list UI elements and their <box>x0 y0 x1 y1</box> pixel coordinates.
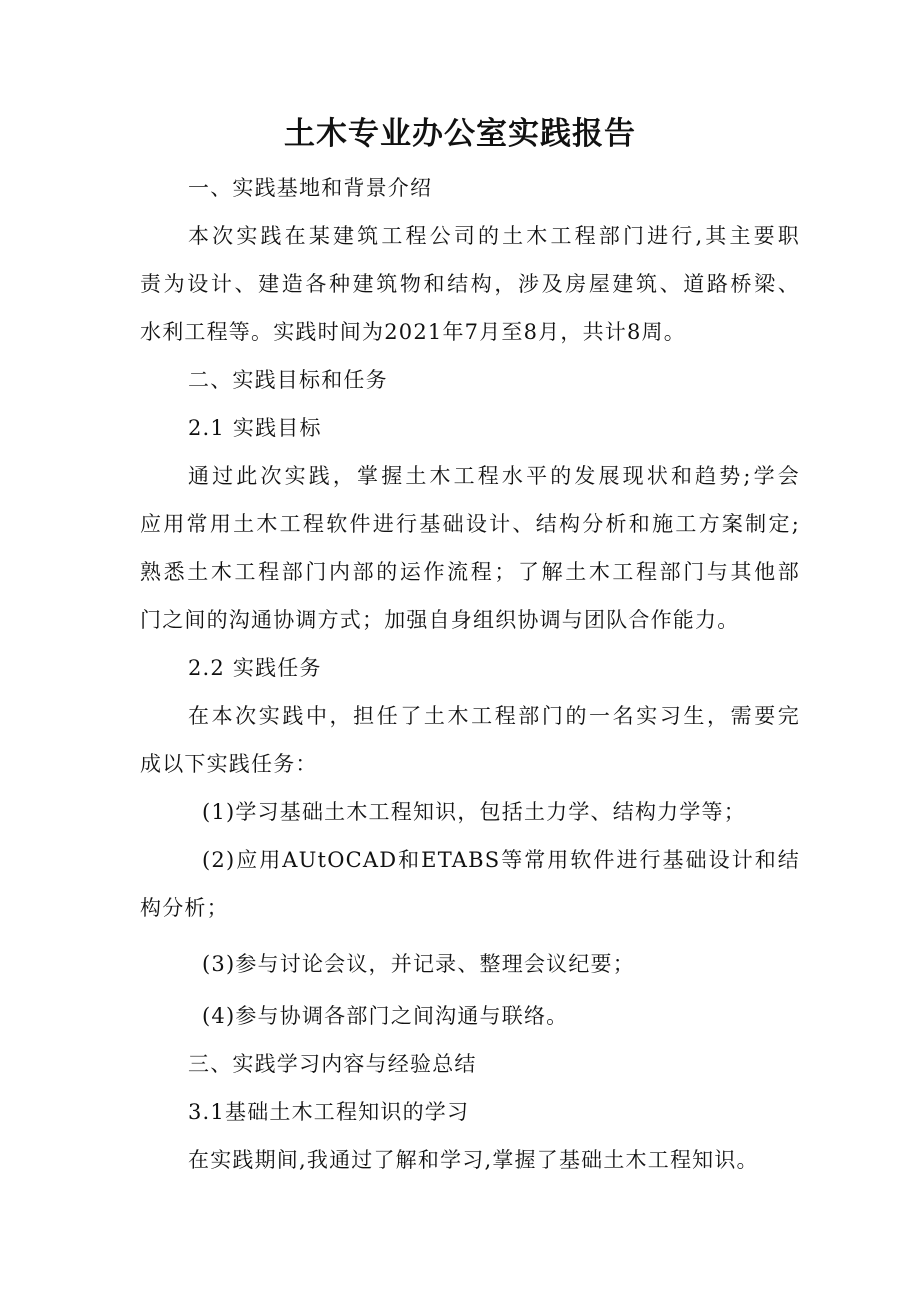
paragraph-line: 门之间的沟通协调方式；加强自身组织协调与团队合作能力。 <box>140 608 740 632</box>
paragraph-line: 熟悉土木工程部门内部的运作流程；了解土木工程部门与其他部 <box>140 560 800 584</box>
paragraph-line: 应用常用土木工程软件进行基础设计、结构分析和施工方案制定; <box>140 512 800 536</box>
task-item: (2)应用AUtOCAD和ETABS等常用软件进行基础设计和结 <box>202 848 800 872</box>
paragraph-line: 责为设计、建造各种建筑物和结构，涉及房屋建筑、道路桥梁、 <box>140 272 800 296</box>
subsection-heading-3-1: 3.1基础土木工程知识的学习 <box>188 1100 470 1124</box>
document-title: 土木专业办公室实践报告 <box>284 116 636 152</box>
section-heading-3: 三、实践学习内容与经验总结 <box>188 1052 477 1076</box>
paragraph-line: 通过此次实践，掌握土木工程水平的发展现状和趋势;学会 <box>188 464 800 488</box>
section-heading-2: 二、实践目标和任务 <box>188 368 388 392</box>
paragraph-line: 本次实践在某建筑工程公司的土木工程部门进行,其主要职 <box>188 224 800 248</box>
subsection-heading-2-1: 2.1 实践目标 <box>188 416 322 440</box>
paragraph-line: 在本次实践中，担任了土木工程部门的一名实习生，需要完 <box>188 704 800 728</box>
task-item-continuation: 构分析； <box>140 896 229 920</box>
paragraph-line: 成以下实践任务： <box>140 752 318 776</box>
section-heading-1: 一、实践基地和背景介绍 <box>188 176 433 200</box>
task-item: (3)参与讨论会议，并记录、整理会议纪要； <box>202 952 635 976</box>
paragraph-line: 水利工程等。实践时间为2021年7月至8月，共计8周。 <box>140 320 686 344</box>
task-item: (1)学习基础土木工程知识，包括土力学、结构力学等； <box>202 800 746 824</box>
paragraph-line: 在实践期间,我通过了解和学习,掌握了基础土木工程知识。 <box>188 1148 759 1172</box>
task-item: (4)参与协调各部门之间沟通与联络。 <box>202 1004 569 1028</box>
subsection-heading-2-2: 2.2 实践任务 <box>188 656 322 680</box>
